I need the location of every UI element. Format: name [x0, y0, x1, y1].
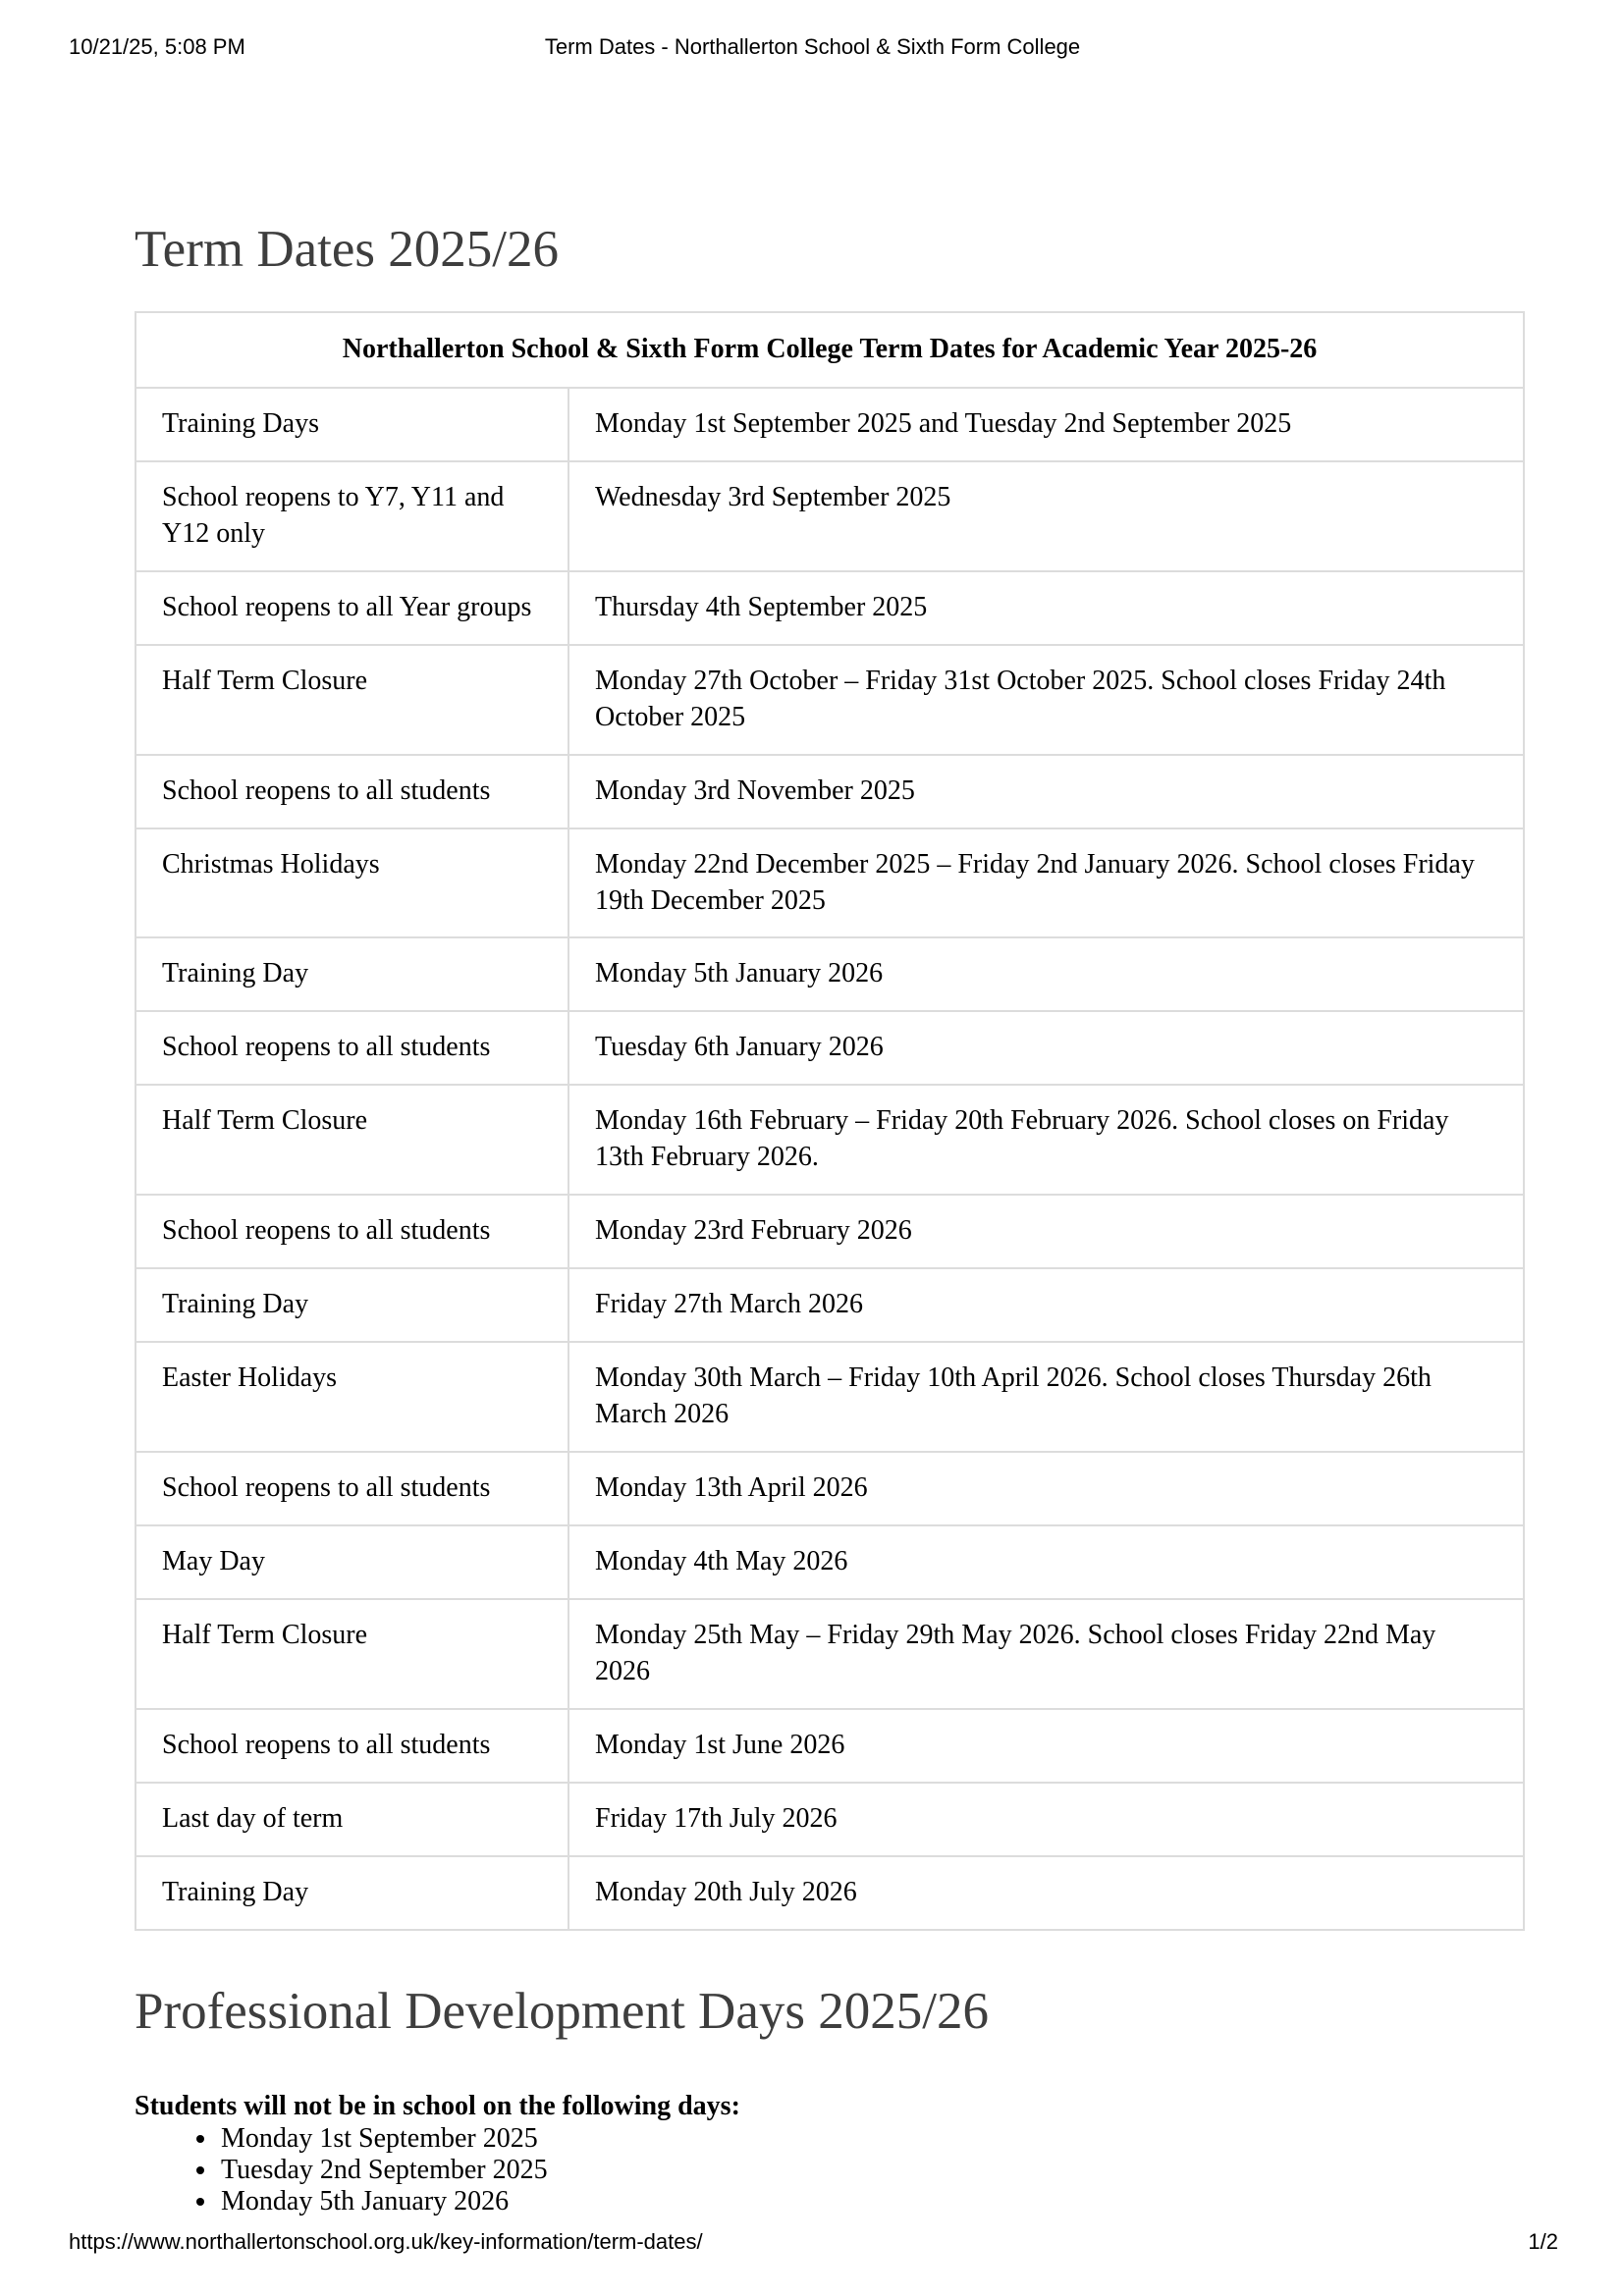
table-row — [135, 1525, 1524, 1599]
print-page-indicator: 1/2 — [1528, 2229, 1558, 2254]
term-value-cell: Tuesday 6th January 2026 — [568, 1011, 1524, 1085]
section-title-professional-development-days: Professional Development Days 2025/26 — [135, 1982, 989, 2040]
page-title: Term Dates 2025/26 — [135, 221, 559, 278]
term-label-cell: Easter Holidays — [135, 1342, 568, 1452]
term-label-cell: May Day — [135, 1525, 568, 1599]
term-value-cell: Friday 27th March 2026 — [568, 1268, 1524, 1342]
page-content — [135, 0, 1525, 2217]
print-source-url: https://www.northallertonschool.org.uk/key-information/term-dates/ — [69, 2229, 703, 2254]
term-label-cell: School reopens to all Year groups — [135, 571, 568, 645]
table-row — [135, 1085, 1524, 1195]
table-row — [135, 1856, 1524, 1930]
term-value-cell: Monday 25th May – Friday 29th May 2026. School closes Friday 22nd May 2026 — [568, 1599, 1524, 1709]
table-row — [135, 1452, 1524, 1525]
table-row — [135, 1599, 1524, 1709]
term-value-cell: Thursday 4th September 2025 — [568, 571, 1524, 645]
table-row — [135, 1342, 1524, 1452]
print-footer — [67, 2228, 1558, 2256]
term-value-cell: Monday 23rd February 2026 — [568, 1195, 1524, 1268]
table-row — [135, 1195, 1524, 1268]
term-label-cell: School reopens to all students — [135, 1709, 568, 1783]
term-label-cell: Training Day — [135, 937, 568, 1011]
term-value-cell: Monday 1st June 2026 — [568, 1709, 1524, 1783]
table-row — [135, 828, 1524, 938]
pd-day-item: • Monday 1st September 2025 — [219, 2123, 1525, 2155]
term-value-cell: Monday 4th May 2026 — [568, 1525, 1524, 1599]
table-caption: Northallerton School & Sixth Form College Term Dates for Academic Year 2025-26 — [135, 312, 1524, 388]
table-row — [135, 461, 1524, 571]
pd-day-item: • Tuesday 2nd September 2025 — [219, 2155, 1525, 2186]
table-row — [135, 755, 1524, 828]
table-row — [135, 1011, 1524, 1085]
term-value-cell: Monday 16th February – Friday 20th February 2026. School closes on Friday 13th February 2026. — [568, 1085, 1524, 1195]
table-row — [135, 388, 1524, 461]
term-value-cell: Wednesday 3rd September 2025 — [568, 461, 1524, 571]
term-label-cell: Christmas Holidays — [135, 828, 568, 938]
pd-days-list — [135, 2123, 1525, 2218]
table-row — [135, 937, 1524, 1011]
term-label-cell: Last day of term — [135, 1783, 568, 1856]
term-value-cell: Monday 27th October – Friday 31st October 2025. School closes Friday 24th October 2025 — [568, 645, 1524, 755]
term-label-cell: School reopens to all students — [135, 755, 568, 828]
print-document-title: Term Dates - Northallerton School & Sixth Form College — [544, 34, 1081, 59]
term-value-cell: Friday 17th July 2026 — [568, 1783, 1524, 1856]
term-dates-table — [135, 311, 1525, 1931]
term-value-cell: Monday 20th July 2026 — [568, 1856, 1524, 1930]
term-label-cell: School reopens to all students — [135, 1452, 568, 1525]
table-row — [135, 1783, 1524, 1856]
term-label-cell: Half Term Closure — [135, 1085, 568, 1195]
term-label-cell: School reopens to all students — [135, 1011, 568, 1085]
term-label-cell: School reopens to all students — [135, 1195, 568, 1268]
term-value-cell: Monday 30th March – Friday 10th April 2026. School closes Thursday 26th March 2026 — [568, 1342, 1524, 1452]
table-row — [135, 571, 1524, 645]
term-label-cell: School reopens to Y7, Y11 and Y12 only — [135, 461, 568, 571]
table-caption-row — [135, 312, 1524, 388]
table-row — [135, 645, 1524, 755]
term-label-cell: Training Days — [135, 388, 568, 461]
print-datetime: 10/21/25, 5:08 PM — [69, 34, 245, 59]
term-value-cell: Monday 1st September 2025 and Tuesday 2nd September 2025 — [568, 388, 1524, 461]
term-value-cell: Monday 22nd December 2025 – Friday 2nd January 2026. School closes Friday 19th December 2025 — [568, 828, 1524, 938]
term-label-cell: Training Day — [135, 1856, 568, 1930]
term-label-cell: Training Day — [135, 1268, 568, 1342]
term-label-cell: Half Term Closure — [135, 645, 568, 755]
term-value-cell: Monday 3rd November 2025 — [568, 755, 1524, 828]
term-label-cell: Half Term Closure — [135, 1599, 568, 1709]
pd-days-intro: Students will not be in school on the following days: — [135, 2090, 740, 2121]
pd-day-item: • Monday 5th January 2026 — [219, 2186, 1525, 2217]
term-value-cell: Monday 13th April 2026 — [568, 1452, 1524, 1525]
table-row — [135, 1709, 1524, 1783]
table-row — [135, 1268, 1524, 1342]
term-value-cell: Monday 5th January 2026 — [568, 937, 1524, 1011]
